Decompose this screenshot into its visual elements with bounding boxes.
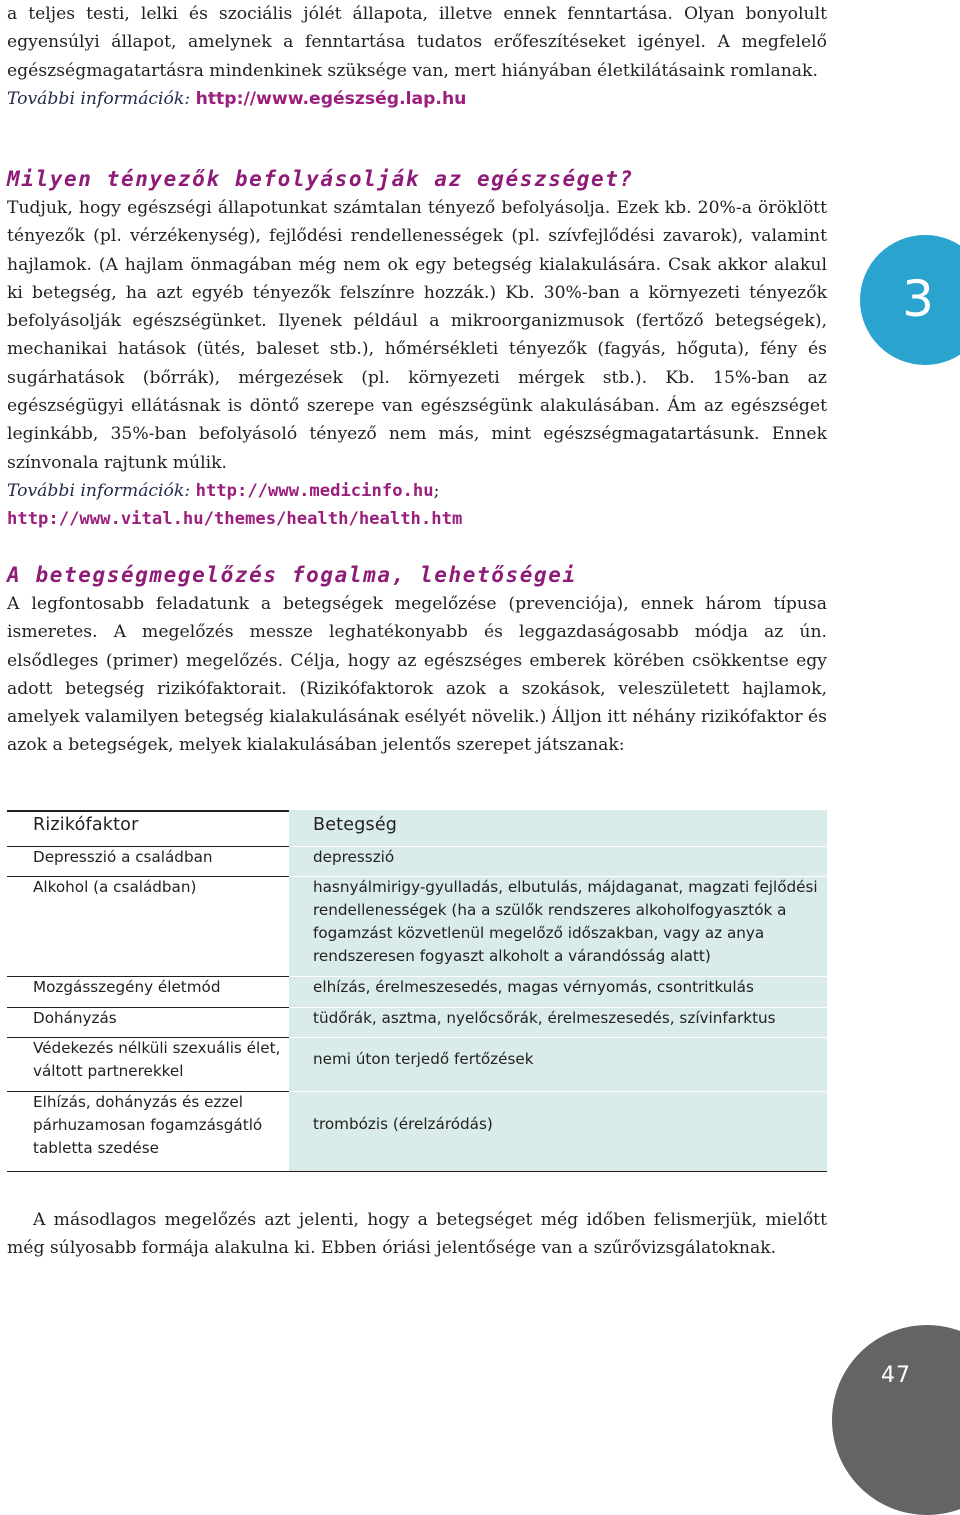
disease-cell: depresszió	[313, 848, 395, 866]
row-divider	[289, 1037, 827, 1038]
link-egeszseg[interactable]: http://www.egészség.lap.hu	[195, 88, 467, 109]
more-info-label-2: További információk:	[7, 480, 191, 501]
page-number-badge	[832, 1325, 960, 1515]
factors-more-info	[7, 477, 827, 534]
more-info-label: További információk:	[7, 88, 191, 109]
disease-cell: hasnyálmirigy-gyulladás, elbutulás, májdaganat, magzati fejlődési rendellenességek (ha a szülők rendszeres alkoholfogyasztók a fogamzást közvetlenül megelőző időszakban, vagy az anya rendszeresen fogyaszt alkoholt a várandósság alatt)	[313, 878, 818, 965]
table-top-rule	[7, 810, 289, 812]
risk-factor-cell: Mozgásszegény életmód	[33, 978, 221, 996]
page-number: 47	[881, 1363, 911, 1388]
intro-section	[7, 0, 827, 113]
chapter-marker	[860, 235, 960, 365]
disease-cell: tüdőrák, asztma, nyelőcsőrák, érelmeszesedés, szívinfarktus	[313, 1009, 776, 1027]
link-vital[interactable]: http://www.vital.hu/themes/health/health.htm	[7, 509, 463, 530]
row-divider	[289, 1091, 827, 1092]
intro-more-info	[7, 85, 827, 113]
link-separator: ;	[433, 480, 440, 501]
header-disease: Betegség	[313, 815, 398, 835]
risk-factor-cell: Alkohol (a családban)	[33, 878, 197, 896]
risk-factor-cell: Elhízás, dohányzás és ezzel párhuzamosan fogamzásgátló tabletta szedése	[33, 1093, 263, 1157]
intro-paragraph: a teljes testi, lelki és szociális jólét állapota, illetve ennek fenntartása. Olyan bonyolult egyensúlyi állapot, amelynek a fenntartása tudatos erőfeszítéseket igényel. A megfelelő egészségmagatartásra mindenkinek szüksége van, mert hiányában életkilátásaink romlanak.	[7, 4, 827, 81]
prevention-section	[7, 560, 827, 760]
disease-cell: elhízás, érelmeszesedés, magas vérnyomás, csontritkulás	[313, 978, 754, 996]
factors-paragraph: Tudjuk, hogy egészségi állapotunkat számtalan tényező befolyásolja. Ezek kb. 20%-a öröklött tényezők (pl. vérzékenység), fejlődési rendellenességek (pl. szívfejlődési zavarok), valamint hajlamok. (A hajlam önmagában még nem ok egy betegség kialakulására. Csak akkor alakul ki betegség, ha azt egyéb tényezők felszínre hozzák.) Kb. 30%-ban a környezeti tényezők befolyásolják egészségünket. Ilyenek például a mikroorganizmusok (fertőző betegségek), mechanikai hatások (ütés, baleset stb.), hőmérsékleti tényezők (fagyás, hőguta), fény és sugárhatások (bőrrák), mérgezések (pl. környezeti mérgek stb.). Kb. 15%-ban az egészségügyi ellátásnak is döntő szerepe van egészségünk alakulásában. Ám az egészséget leginkább, 35%-ban befolyásoló tényező nem más, mint egészségmagatartásunk. Ennek színvonala rajtunk múlik.	[7, 198, 827, 473]
table-bottom-rule	[7, 1171, 827, 1172]
disease-cell: nemi úton terjedő fertőzések	[313, 1050, 534, 1068]
prevention-heading: A betegségmegelőzés fogalma, lehetőségei	[7, 563, 577, 587]
factors-heading: Milyen tényezők befolyásolják az egészséget?	[7, 167, 634, 191]
chapter-number: 3	[902, 270, 934, 328]
closing-paragraph: A másodlagos megelőzés azt jelenti, hogy a betegséget még időben felismerjük, mielőtt még súlyosabb formája alakulna ki. Ebben óriási jelentősége van a szűrővizsgálatoknak.	[7, 1210, 827, 1259]
risk-factor-cell: Védekezés nélküli szexuális élet, váltott partnerekkel	[33, 1039, 281, 1080]
link-medicinfo[interactable]: http://www.medicinfo.hu	[195, 480, 434, 501]
header-risk-factor: Rizikófaktor	[33, 815, 139, 835]
risk-factor-cell: Dohányzás	[33, 1009, 117, 1027]
risk-factor-cell: Depresszió a családban	[33, 848, 213, 866]
disease-cell: trombózis (érelzáródás)	[313, 1115, 493, 1133]
closing-section	[7, 1206, 827, 1263]
factors-section	[7, 164, 827, 534]
prevention-paragraph: A legfontosabb feladatunk a betegségek megelőzése (prevenciója), ennek három típusa ismeretes. A megelőzés messze leghatékonyabb és leggazdaságosabb módja az ún. elsődleges (primer) megelőzés. Célja, hogy az egészséges emberek körében csökkentse egy adott betegség rizikófaktorait. (Rizikófaktorok azok a szokások, veleszületett hajlamok, amelyek valamilyen betegség kialakulásának esélyét növelik.) Álljon itt néhány rizikófaktor és azok a betegségek, melyek kialakulásában jelentős szerepet játszanak:	[7, 594, 827, 756]
